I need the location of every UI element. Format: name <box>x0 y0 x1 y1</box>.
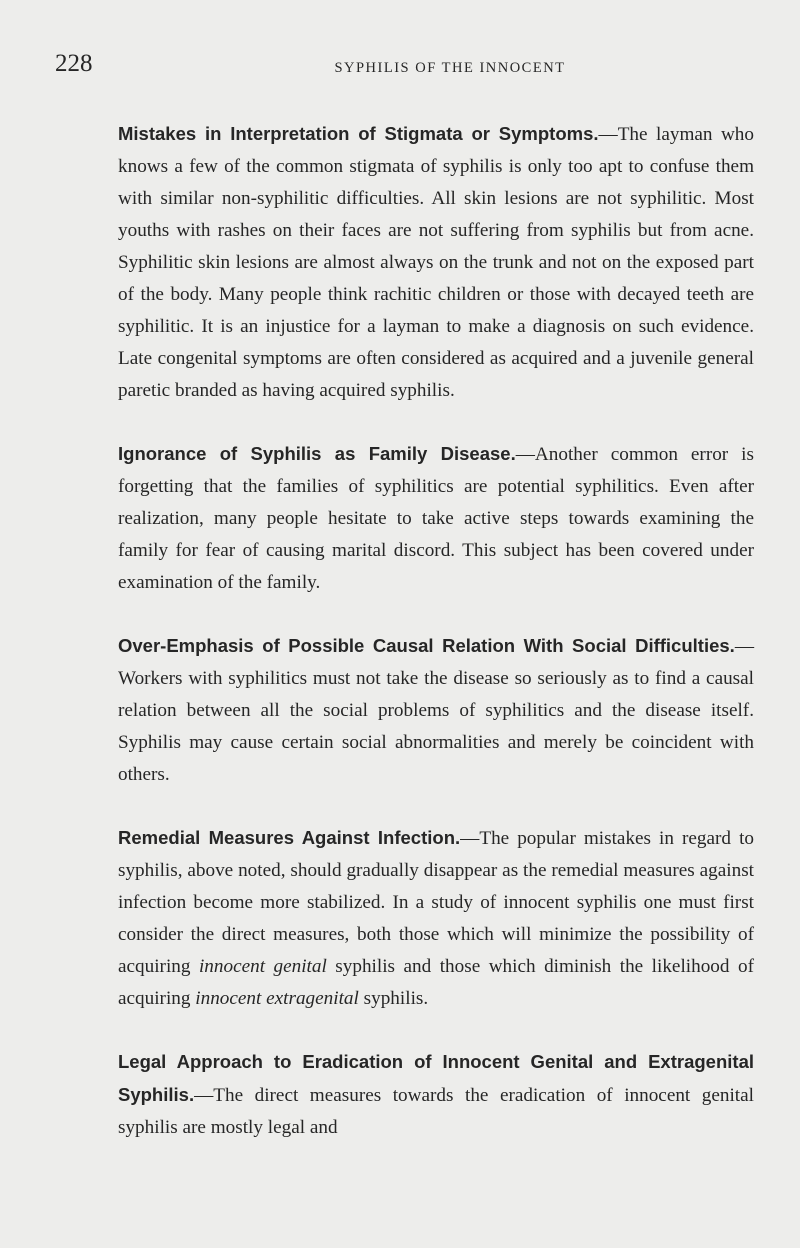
paragraph-legal <box>118 1046 754 1144</box>
paragraph-text: —The popular mistakes in regard to syphilis, above noted, should gradually disappear as the remedial measures against infection become more stabilized. In a study of innocent syphilis one must first consider the direct measures, both those which will minimize the possibility of acquiring <box>118 828 754 977</box>
paragraph-over-emphasis <box>118 630 754 791</box>
paragraph-text: syphilis and those which diminish the likelihood of acquiring <box>118 956 754 1009</box>
section-heading: Remedial Measures Against Infection. <box>118 827 461 848</box>
running-title: SYPHILIS OF THE INNOCENT <box>334 60 566 76</box>
paragraph-text: —The layman who knows a few of the common stigmata of syphilis is only too apt to confuse them with similar non-syphilitic difficulties. All skin lesions are not syphilitic. Most youths with rashes on their faces are not suffering from syphilis but from acne. Syphilitic skin lesions are almost always on the trunk and not on the exposed part of the body. Many people think rachitic children or those with decayed teeth are syphilitic. It is an injustice for a layman to make a diagnosis on such evidence. Late congenital symptoms are often considered as acquired and a juvenile general paretic branded as having acquired syphilis. <box>118 124 754 401</box>
paragraph-text: —Workers with syphilitics must not take the disease so seriously as to find a causal relation between all the social problems of syphilitics and the disease itself. Syphilis may cause certain social abnormalities and merely be coincident with others. <box>118 636 754 785</box>
paragraph-text: —Another common error is forgetting that the families of syphilitics are potential syphilitics. Even after realization, many people hesitate to take active steps towards examining the family for fear of causing marital discord. This subject has been covered under examination of the family. <box>118 444 754 593</box>
page-number: 228 <box>55 50 93 77</box>
paragraph-mistakes <box>118 118 754 407</box>
section-heading: Ignorance of Syphilis as Family Disease. <box>118 443 516 464</box>
page-body <box>118 118 754 1175</box>
section-heading: Mistakes in Interpretation of Stigmata or Symptoms. <box>118 123 599 144</box>
section-heading: Over-Emphasis of Possible Causal Relation With Social Difficulties. <box>118 635 735 656</box>
section-heading: Legal Approach to Eradication of Innocent Genital and Extragenital Syphilis. <box>118 1051 754 1105</box>
italic-term: innocent genital <box>198 956 327 977</box>
italic-term: innocent extragenital <box>195 988 359 1009</box>
paragraph-remedial <box>118 822 754 1015</box>
paragraph-text: syphilis. <box>358 988 429 1009</box>
paragraph-text: —The direct measures towards the eradication of innocent genital syphilis are mostly legal and <box>118 1085 754 1138</box>
paragraph-ignorance <box>118 438 754 599</box>
